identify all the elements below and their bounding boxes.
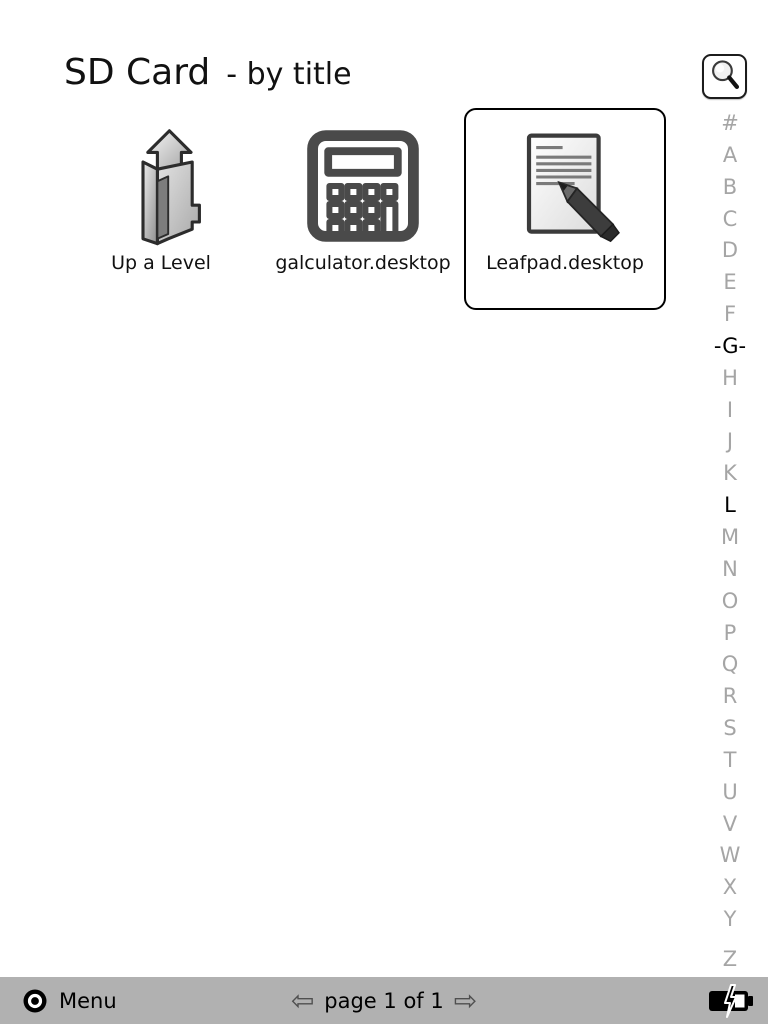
page-navigation — [0, 977, 768, 1024]
sort-order-label: - by title — [226, 57, 352, 92]
battery-indicator — [706, 977, 756, 1024]
alphabet-letter-U[interactable]: U — [722, 779, 738, 804]
alphabet-letter-O[interactable]: O — [721, 588, 739, 613]
prev-page-arrow-icon[interactable]: ⇦ — [290, 983, 315, 1017]
alphabet-letter-D[interactable]: D — [721, 238, 739, 263]
alphabet-rail — [706, 112, 754, 970]
alphabet-letter-E[interactable]: E — [723, 270, 737, 295]
alphabet-letter-V[interactable]: V — [722, 811, 738, 836]
alphabet-letter-Q[interactable]: Q — [721, 652, 739, 677]
document-pencil-icon — [505, 126, 625, 246]
alphabet-letter-Y[interactable]: Y — [723, 907, 737, 932]
alphabet-letter-F[interactable]: F — [723, 302, 737, 327]
alphabet-letter-X[interactable]: X — [722, 875, 738, 900]
alphabet-letter-G[interactable]: -G- — [713, 333, 747, 358]
page-title: SD Card — [64, 52, 211, 93]
alphabet-letter-J[interactable]: J — [726, 429, 734, 454]
alphabet-letter-R[interactable]: R — [722, 684, 738, 709]
alphabet-letter-P[interactable]: P — [723, 620, 737, 645]
alphabet-letter-L[interactable]: L — [724, 493, 736, 518]
menu-label: Menu — [59, 988, 117, 1013]
grid-item-galculator[interactable] — [262, 108, 464, 310]
alphabet-letter-I[interactable]: I — [726, 397, 734, 422]
alphabet-letter-hash[interactable]: # — [721, 111, 739, 135]
grid-item-up-a-level[interactable] — [60, 108, 262, 310]
alphabet-letter-K[interactable]: K — [723, 461, 737, 486]
search-button[interactable] — [702, 54, 747, 99]
alphabet-letter-C[interactable]: C — [722, 206, 738, 231]
alphabet-letter-Z[interactable]: Z — [722, 946, 738, 971]
alphabet-letter-T[interactable]: T — [723, 747, 737, 772]
item-label-galculator: galculator.desktop — [275, 252, 451, 274]
alphabet-letter-S[interactable]: S — [723, 716, 737, 741]
search-icon — [708, 58, 742, 96]
alphabet-letter-A[interactable]: A — [722, 142, 738, 167]
battery-charging-icon — [706, 984, 756, 1018]
header — [64, 52, 352, 93]
grid-item-leafpad[interactable] — [464, 108, 666, 310]
calculator-icon — [303, 126, 423, 246]
next-page-arrow-icon[interactable]: ⇨ — [453, 983, 478, 1017]
page-status: page 1 of 1 — [324, 988, 444, 1013]
alphabet-letter-N[interactable]: N — [722, 556, 738, 581]
item-label-up-a-level: Up a Level — [111, 252, 211, 274]
alphabet-letter-H[interactable]: H — [722, 365, 738, 390]
item-label-leafpad: Leafpad.desktop — [486, 252, 644, 274]
folder-up-icon — [101, 126, 221, 246]
alphabet-letter-B[interactable]: B — [722, 174, 738, 199]
footer-bar — [0, 977, 768, 1024]
alphabet-letter-W[interactable]: W — [719, 843, 741, 868]
alphabet-letter-M[interactable]: M — [720, 524, 740, 549]
